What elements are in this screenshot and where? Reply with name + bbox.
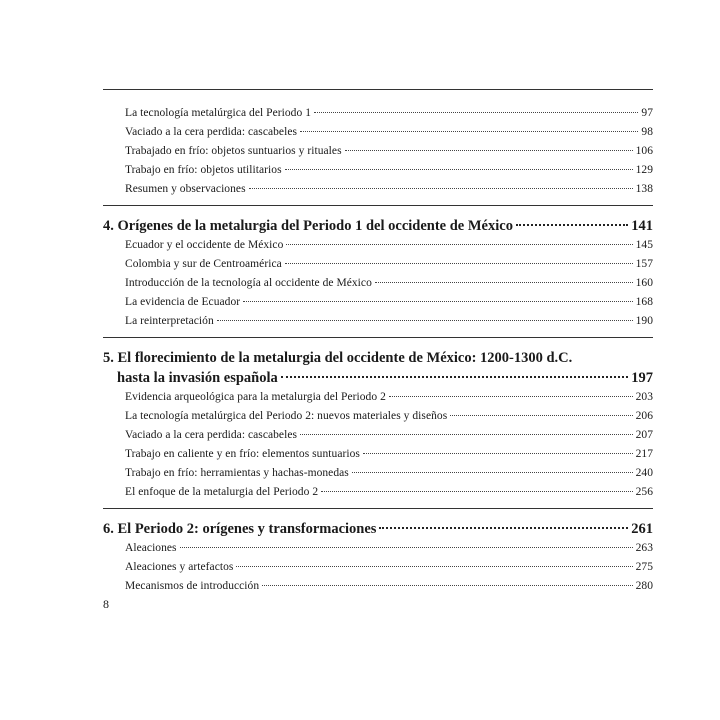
toc-entry[interactable]	[103, 123, 653, 142]
dot-leader	[516, 224, 628, 226]
entry-page: 190	[635, 315, 653, 327]
toc-entry[interactable]	[103, 255, 653, 274]
entry-title: Aleaciones y artefactos	[125, 561, 234, 573]
dot-leader	[352, 472, 633, 473]
chapter-heading[interactable]	[103, 519, 653, 539]
dot-leader	[363, 453, 633, 454]
toc-entry[interactable]	[103, 312, 653, 331]
toc-entry[interactable]	[103, 180, 653, 199]
table-of-contents	[103, 104, 653, 596]
toc-entry[interactable]	[103, 464, 653, 483]
entry-page: 157	[635, 258, 653, 270]
page-number: 8	[103, 597, 109, 611]
entry-title: Ecuador y el occidente de México	[125, 239, 284, 251]
chapter-6	[103, 519, 653, 596]
entry-page: 168	[635, 296, 653, 308]
entry-title: Vaciado a la cera perdida: cascabeles	[125, 429, 298, 441]
dot-leader	[236, 566, 632, 567]
entry-title: El enfoque de la metalurgia del Periodo 2	[125, 486, 319, 498]
section-divider	[103, 337, 653, 338]
toc-entry[interactable]	[103, 483, 653, 502]
dot-leader	[285, 263, 633, 264]
entry-title: La reinterpretación	[125, 315, 214, 327]
chapter-title: 4. Orígenes de la metalurgia del Periodo 1 del occidente de México	[103, 218, 513, 234]
dot-leader	[300, 131, 638, 132]
entry-page: 160	[635, 277, 653, 289]
entry-page: 129	[635, 164, 653, 176]
chapter-4	[103, 216, 653, 331]
dot-leader	[281, 376, 628, 378]
entry-title: Vaciado a la cera perdida: cascabeles	[125, 126, 298, 138]
entry-title: La evidencia de Ecuador	[125, 296, 241, 308]
entry-title: Trabajado en frío: objetos suntuarios y rituales	[125, 145, 342, 157]
toc-entry[interactable]	[103, 577, 653, 596]
entry-title: La tecnología metalúrgica del Periodo 2: nuevos materiales y diseños	[125, 410, 448, 422]
dot-leader	[285, 169, 633, 170]
entry-page: 98	[641, 126, 653, 138]
entry-title: Resumen y observaciones	[125, 183, 246, 195]
entry-page: 106	[635, 145, 653, 157]
section-divider	[103, 508, 653, 509]
entry-page: 263	[635, 542, 653, 554]
toc-entry[interactable]	[103, 293, 653, 312]
dot-leader	[375, 282, 633, 283]
toc-entry[interactable]	[103, 161, 653, 180]
entry-page: 206	[635, 410, 653, 422]
dot-leader	[286, 244, 632, 245]
entry-title: La tecnología metalúrgica del Periodo 1	[125, 107, 311, 119]
toc-entry[interactable]	[103, 426, 653, 445]
dot-leader	[345, 150, 633, 151]
toc-entry[interactable]	[103, 445, 653, 464]
entry-page: 280	[635, 580, 653, 592]
entry-page: 138	[635, 183, 653, 195]
toc-entry[interactable]	[103, 558, 653, 577]
entry-page: 97	[641, 107, 653, 119]
dot-leader	[300, 434, 633, 435]
chapter-heading[interactable]	[103, 216, 653, 236]
toc-entry[interactable]	[103, 407, 653, 426]
toc-entry[interactable]	[103, 539, 653, 558]
dot-leader	[243, 301, 632, 302]
chapter-title: 6. El Periodo 2: orígenes y transformaciones	[103, 521, 377, 537]
dot-leader	[217, 320, 633, 321]
top-rule	[103, 89, 653, 90]
entry-page: 256	[635, 486, 653, 498]
dot-leader	[180, 547, 633, 548]
chapter-heading[interactable]	[103, 368, 653, 388]
chapter-title-line-1[interactable]: 5. El florecimiento de la metalurgia del occidente de México: 1200-1300 d.C.	[103, 350, 573, 366]
chapter-page: 141	[631, 218, 653, 234]
entry-page: 207	[635, 429, 653, 441]
toc-entry[interactable]	[103, 104, 653, 123]
entry-title: Trabajo en caliente y en frío: elementos suntuarios	[125, 448, 360, 460]
dot-leader	[450, 415, 632, 416]
entry-page: 217	[635, 448, 653, 460]
dot-leader	[389, 396, 633, 397]
chapter-title-line-2: hasta la invasión española	[117, 370, 278, 386]
toc-entry[interactable]	[103, 274, 653, 293]
entry-page: 145	[635, 239, 653, 251]
entry-title: Aleaciones	[125, 542, 177, 554]
entry-page: 275	[635, 561, 653, 573]
entry-title: Evidencia arqueológica para la metalurgia del Periodo 2	[125, 391, 386, 403]
toc-entry[interactable]	[103, 388, 653, 407]
toc-entry[interactable]	[103, 236, 653, 255]
entry-title: Colombia y sur de Centroamérica	[125, 258, 282, 270]
dot-leader	[249, 188, 633, 189]
entry-page: 240	[635, 467, 653, 479]
entry-page: 203	[635, 391, 653, 403]
dot-leader	[379, 527, 628, 529]
intro-entries	[103, 104, 653, 199]
section-divider	[103, 205, 653, 206]
chapter-page: 261	[631, 521, 653, 537]
dot-leader	[262, 585, 632, 586]
entry-title: Trabajo en frío: objetos utilitarios	[125, 164, 282, 176]
dot-leader	[314, 112, 638, 113]
dot-leader	[321, 491, 632, 492]
entry-title: Introducción de la tecnología al occidente de México	[125, 277, 372, 289]
chapter-5	[103, 348, 653, 502]
toc-entry[interactable]	[103, 142, 653, 161]
chapter-page: 197	[631, 370, 653, 386]
entry-title: Mecanismos de introducción	[125, 580, 260, 592]
entry-title: Trabajo en frío: herramientas y hachas-monedas	[125, 467, 349, 479]
